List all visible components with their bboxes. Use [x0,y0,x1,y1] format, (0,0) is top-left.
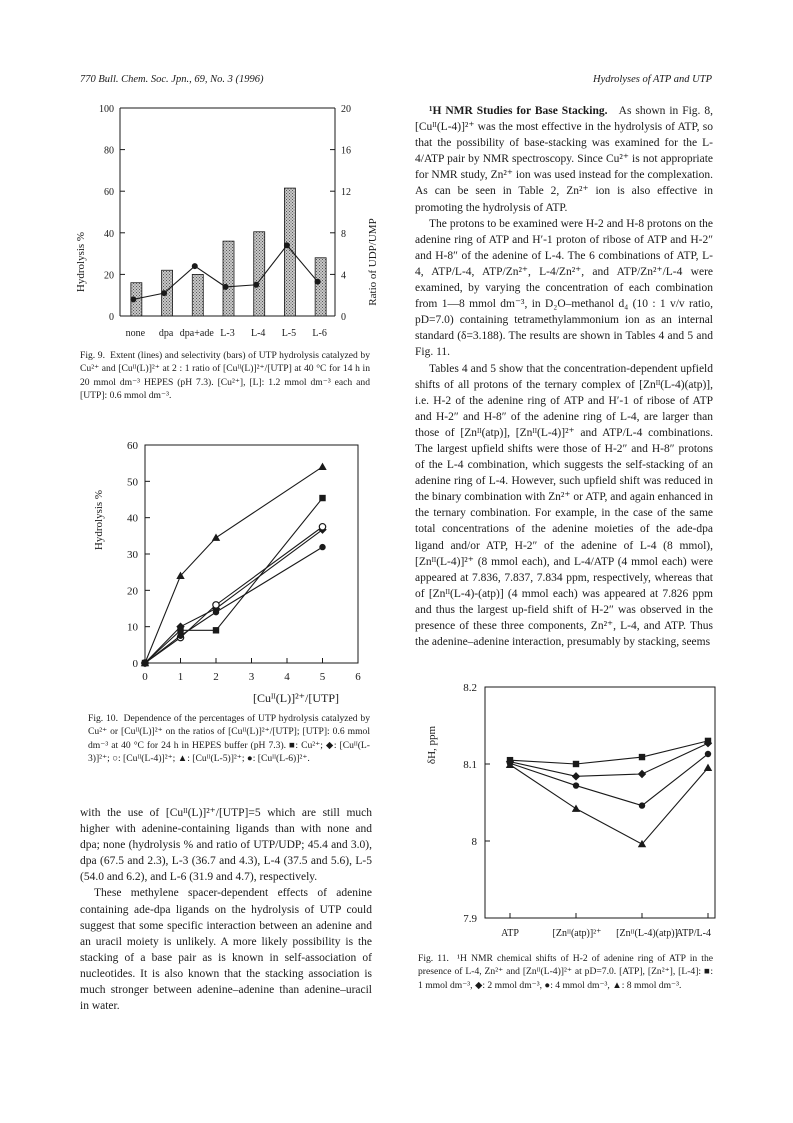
fig10-y-tick-label: 30 [127,549,138,561]
fig11-chart [415,675,725,945]
fig11-series-line [510,741,708,764]
fig10-ylabel: Hydrolysis % [93,489,105,551]
fig10-y-tick-label: 60 [127,440,138,452]
fig10-point [318,463,326,470]
fig10-point [142,660,148,666]
fig10-point [213,627,219,633]
fig11-point [573,761,579,767]
fig10-x-tick-label: 4 [284,671,290,683]
fig9-point [161,290,167,296]
fig9-category-label: L-4 [250,328,266,339]
fig9-bar [254,232,265,316]
fig10-chart [70,430,390,705]
fig10-series-line [145,467,323,663]
fig10-series-line [145,498,323,663]
right-paragraph-2: The protons to be examined were H-2 and H-8 protons on the adenine ring of ATP and H′-1 proton of ribose of ATP and H-2″ and H-8″ of the adenine of L-4. The 6 combinations of ATP, L-4, ATP/L-4, ATP/Zn²⁺, L-4/Zn²⁺, and ATP/Zn²⁺/L-4 were examined, by varying the concentration of each combination from 1—8 mmol dm⁻³, in D₂O–methanol d₄ (10 : 1 v/v ratio, pD=7.0) containing tetramethylammonium ion as an internal standard (δ=3.188). The results are shown in Tables 4 and 5 and Fig. 11. [415,217,713,359]
fig10-x-tick-label: 0 [142,671,148,683]
fig10-point [213,609,219,615]
fig11-y-tick-label: 8.1 [463,759,477,771]
fig10-x-tick-label: 3 [248,671,255,683]
fig9-bar [223,241,234,316]
fig11-y-tick-label: 8 [471,836,477,848]
right-column-text [415,103,713,650]
fig10-point [177,633,183,639]
fig9-point [284,242,290,248]
fig9-caption [80,349,370,402]
fig9-right-tick-label: 0 [341,312,346,323]
fig10-y-tick-label: 50 [127,476,138,489]
fig10-caption [88,712,370,765]
fig10-xlabel: [Cuᴵᴵ(L)]²⁺/[UTP] [252,691,340,705]
fig9-caption-label: Fig. 9. [80,350,105,361]
fig9-category-label: dpa [158,328,174,339]
fig11-axes [485,687,715,918]
fig10-series-line [145,547,323,663]
fig9-right-tick-label: 16 [341,145,351,157]
fig11-category-label: ATP/L-4 [676,928,711,939]
fig10-x-tick-label: 6 [355,671,361,683]
fig10-x-tick-label: 1 [177,671,184,683]
fig9-bar [284,188,295,316]
fig11-point [639,754,645,760]
fig10-y-tick-label: 40 [127,512,138,525]
fig10-y-tick-label: 10 [127,621,138,634]
fig10-y-tick-label: 0 [132,658,138,670]
fig9-point [315,279,321,285]
fig9-bar [315,258,326,316]
fig11-frame [485,687,715,918]
left-paragraph-2: These methylene spacer-dependent effects of adenine containing ade-dpa ligands on the hydrolysis of UTP could suggest that some specific interaction between an adenine and an uracil moiety is unlikely. A more likely possibility is the stacking of a base pair as is known in self-association of nucleotides. It is also known that the stacking association is much stronger between adenine–adenine than adenine–uracil in water. [80,887,372,1013]
fig9-category-label: L-3 [220,328,235,339]
fig11-point [639,802,645,808]
fig11-point [704,764,712,771]
fig9-point [253,282,259,288]
fig9-point [130,296,136,302]
fig11-point [705,751,711,757]
fig11-caption-label: Fig. 11. [418,953,449,964]
fig11-category-labels [501,928,711,939]
fig11-category-label: [Znᴵᴵ(atp)]²⁺ [552,928,602,939]
fig9-ylabel: Hydrolysis % [75,231,87,293]
fig9-ylabel-right: Ratio of UDP/UMP [367,218,379,306]
fig10-caption-text: Dependence of the percentages of UTP hydrolysis catalyzed by Cu²⁺ or [Cuᴵᴵ(L)]²⁺ on the ratios of [Cuᴵᴵ(L)]²⁺/[UTP]; [UTP]: 0.6 mmol dm⁻³ at 40 °C for 24 h in HEPES buffer (pH 7.3). ■: Cu²⁺; ◆: [Cuᴵᴵ(L-3)]²⁺; ○: [Cuᴵᴵ(L-4)]²⁺; ▲: [Cuᴵᴵ(L-5)]²⁺; ●: [Cuᴵᴵ(L-6)]²⁺. [88,713,370,764]
fig9-category-label: L-6 [312,328,327,339]
fig9-category-label: L-5 [281,328,297,339]
fig11-ylabel: δH, ppm [426,725,438,765]
header-left: 770 Bull. Chem. Soc. Jpn., 69, No. 3 (1996) [80,74,264,85]
fig10-x-tick-label: 5 [319,671,326,683]
fig11-point [573,782,579,788]
fig9-bar [192,274,203,316]
fig11-y-tick-label: 7.9 [463,913,477,925]
fig9-right-tick-label: 12 [341,187,351,199]
fig11-category-label: ATP [501,928,519,939]
left-paragraph-1: with the use of [Cuᴵᴵ(L)]²⁺/[UTP]=5 which are still much higher with adenine-containing ligands than with none and dpa; none (hydrolysis % and ratio of UTP/UDP; 45.4 and 3.0), dpa (67.5 and 2.3), L-3 (36.7 and 4.3), L-4 (37.5 and 5.6), L-5 (54.0 and 6.2), and L-6 (31.9 and 4.7), respectively. [80,807,372,884]
fig11-point [572,772,580,780]
fig11-point [638,770,646,778]
fig9-point [223,284,229,290]
fig9-category-labels [126,328,327,339]
fig11-y-tick-label: 8.2 [463,682,477,694]
fig11-point [572,804,580,811]
fig11-caption [418,952,713,992]
right-paragraph-3: Tables 4 and 5 show that the concentration-dependent upfield shifts of all protons of the ternary complex of [Znᴵᴵ(L-4)(atp)], i.e. H-2 of the adenine ring of ATP and H′-1 of ribose of ATP and H-2″ and H-8″ of the adenine ring of L-4, are larger than those of [Znᴵᴵ(atp)], [Znᴵᴵ(L-4)]²⁺ and ATP/L-4 combinations. The largest upfield shifts were those of H-2″ and H-8″ protons of the L-4 combination, which suggests the self-stacking of an adenine ring of L-4. However, such upfield shift was reduced in the binary combination with Zn²⁺ or ATP, and again enhanced in the ternary combination. For example, in the case of the same total concentrations of the adenine moieties of the ade-dpa ligand and/or ATP, H-2″ of the adenine of L-4 (8 mmol), [Znᴵᴵ(L-4)]²⁺ (8 mmol each), and L-4/ATP (4 mmol each) were appeared at 7.836, 7.837, 7.834 ppm, respectively, whereas that of [Znᴵᴵ(L-4)-(atp)] (4 mmol each) was appeared at 7.826 ppm and thus the largest up-field shift of H-2″ was observed in the presence of these three components, Zn²⁺, L-4, and ATP. Thus the adenine–adenine interaction, presumably by stacking, seems [415,362,713,649]
fig9-point [192,263,198,269]
fig11-caption-text: ¹H NMR chemical shifts of H-2 of adenine ring of ATP in the presence of L-4, Zn²⁺ and [Znᴵᴵ(L-4)]²⁺ at pD=7.0. [ATP], [Zn²⁺], [L-4]: ■: 1 mmol dm⁻³, ◆: 2 mmol dm⁻³, ●: 4 mmol dm⁻³, ▲: 8 mmol dm⁻³. [418,953,713,991]
right-paragraph-1: As shown in Fig. 8, [Cuᴵᴵ(L-4)]²⁺ was the most effective in the hydrolysis of ATP, so that the possibility of base-stacking was examined for the L-4/ATP pair by NMR spectroscopy. Since Cu²⁺ is not appropriate for NMR study, Zn²⁺ ion was used instead for the complexation. As can be seen in Table 2, Zn²⁺ ion is also effective in promoting the hydrolysis of ATP. [415,105,713,214]
header-right: Hydrolyses of ATP and UTP [592,74,712,85]
section-heading: ¹H NMR Studies for Base Stacking. [429,105,608,117]
fig9-right-tick-label: 4 [341,270,346,282]
fig9-right-tick-label: 8 [341,228,346,240]
fig10-point [319,544,325,550]
fig10-point [213,602,219,608]
fig11-series [506,738,712,848]
fig9-left-tick-label: 60 [104,187,114,199]
fig9-left-tick-label: 100 [99,104,114,115]
fig9-left-tick-label: 80 [104,145,114,157]
fig9-left-tick-label: 20 [104,270,114,282]
fig10-x-tick-label: 2 [213,671,219,683]
left-column-text [80,805,372,1014]
fig9-category-label: none [125,328,146,339]
fig11-ticks [463,682,708,925]
fig9-caption-text: Extent (lines) and selectivity (bars) of UTP hydrolysis catalyzed by Cu²⁺ and [Cuᴵᴵ(L)]²⁺ at 2 : 1 ratio of [Cuᴵᴵ(L)]²⁺/[UTP] at 40 °C for 14 h in 20 mmol dm⁻³ HEPES (pH 7.3). [Cu²⁺], [L]: 1.2 mmol dm⁻³ each and [UTP]: 0.6 mmol dm⁻³. [80,350,370,401]
fig10-series [141,463,327,668]
fig9-chart [70,100,390,345]
fig9-left-tick-label: 40 [104,228,114,240]
fig10-point [212,533,220,540]
fig9-category-label: dpa+ade [179,328,214,339]
fig9-bars [131,188,326,316]
fig10-point [319,495,325,501]
fig9-left-tick-label: 0 [109,312,114,323]
fig11-category-label: [Znᴵᴵ(L-4)(atp)] [616,928,678,939]
fig10-point [319,524,325,530]
fig10-caption-label: Fig. 10. [88,713,118,724]
fig10-y-tick-label: 20 [127,585,138,598]
fig9-right-tick-label: 20 [341,104,351,115]
